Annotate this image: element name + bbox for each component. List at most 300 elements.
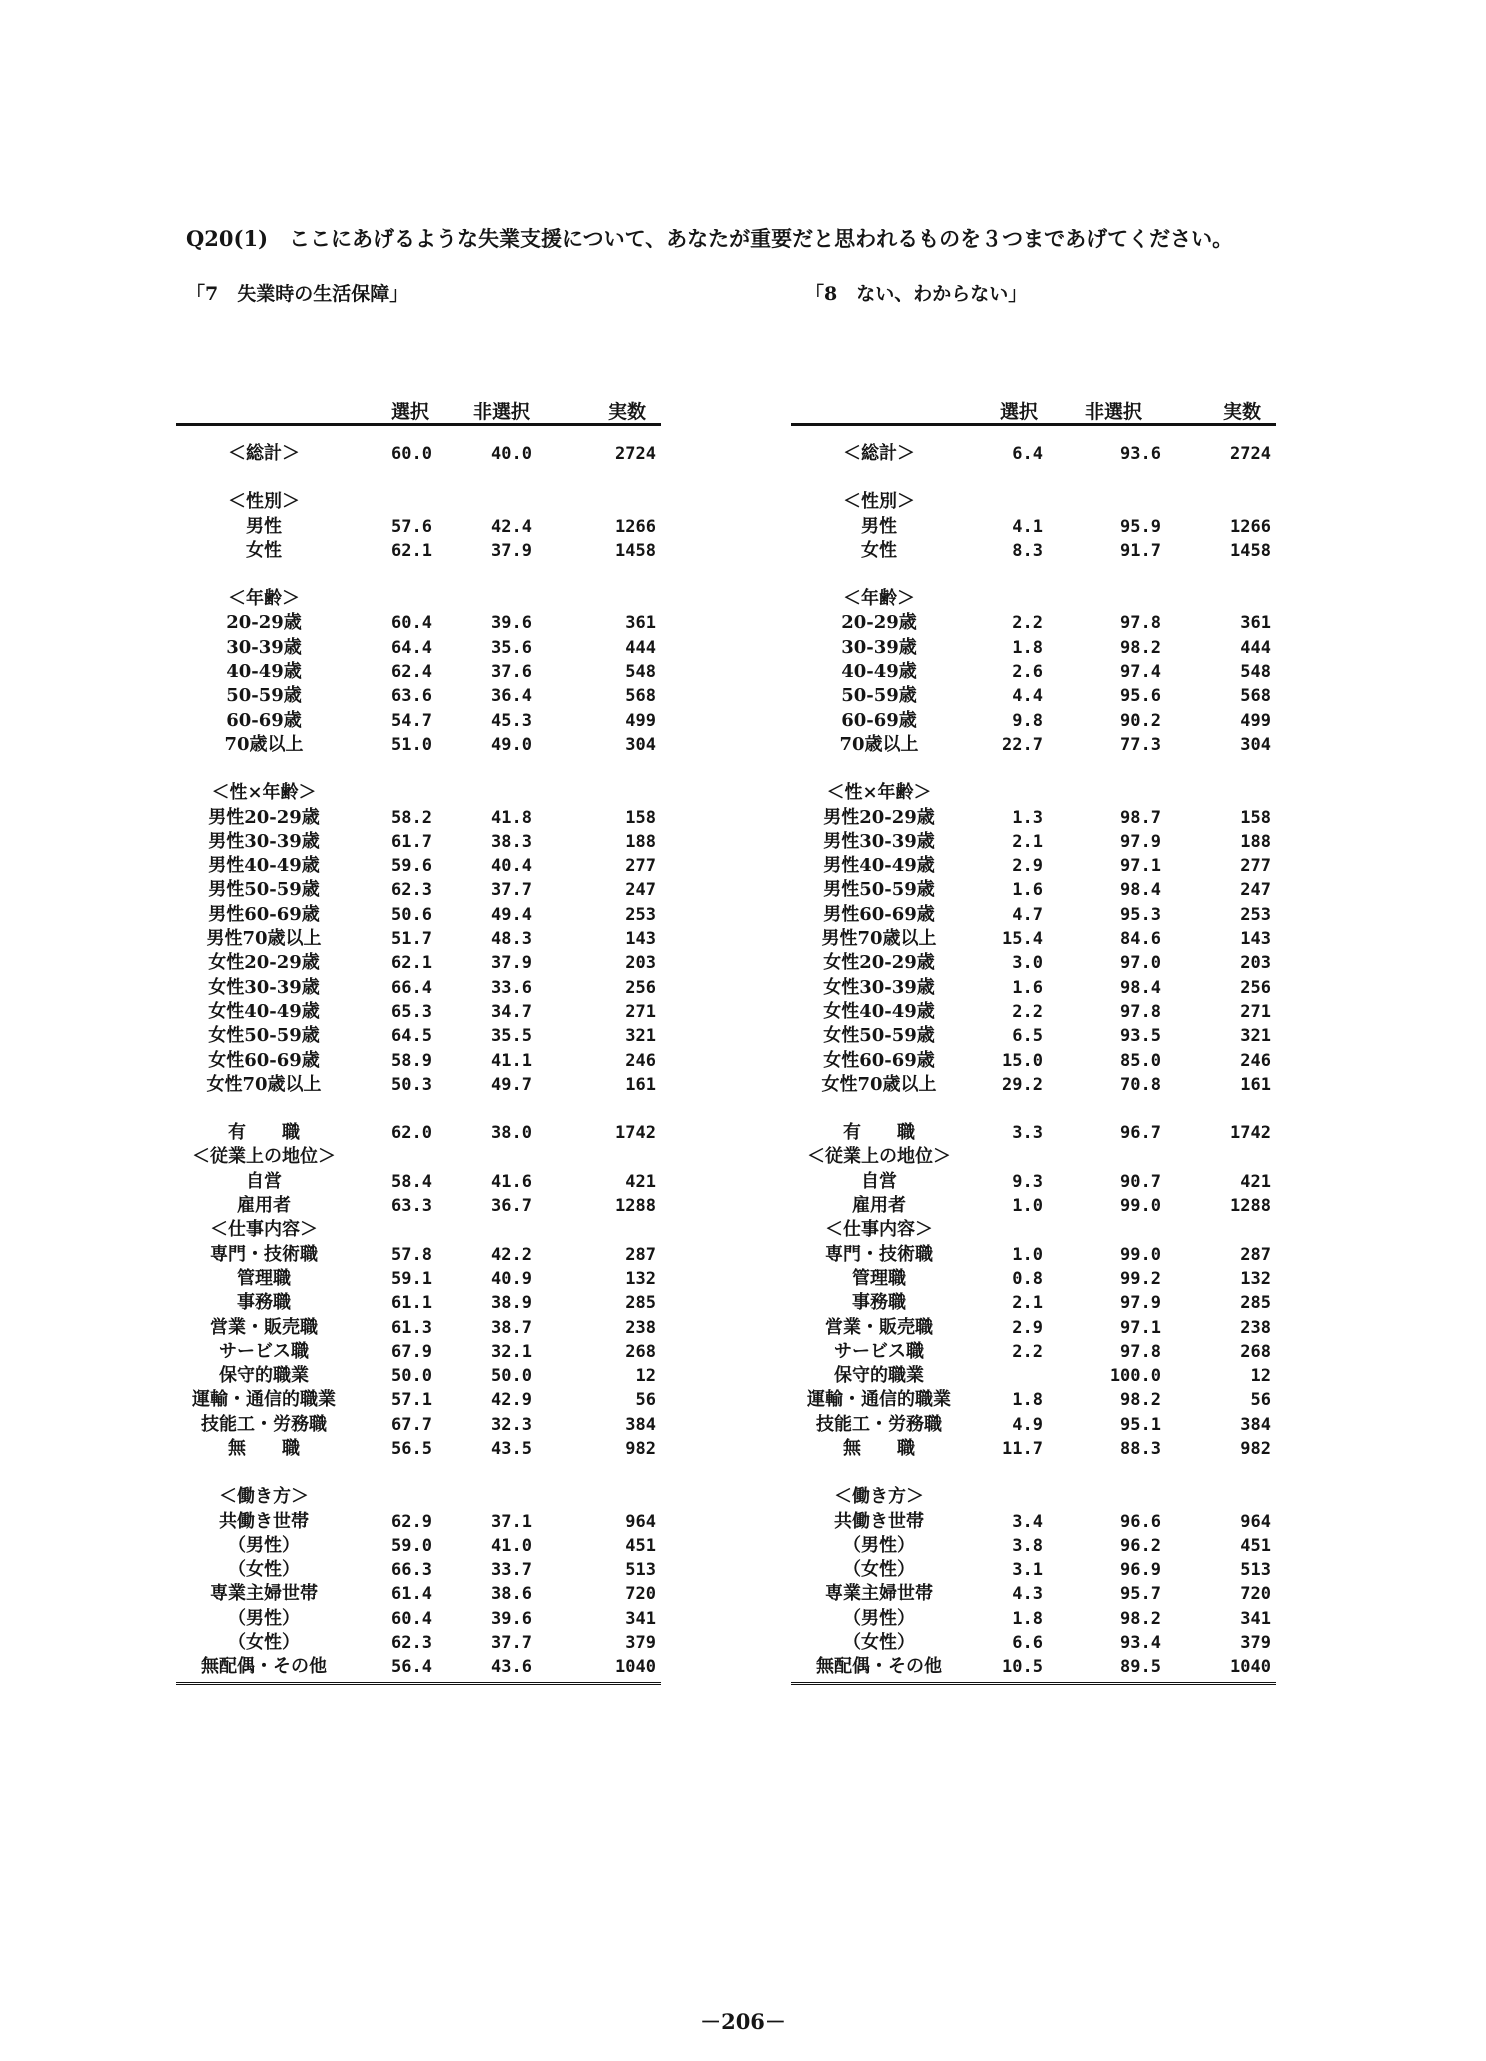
select-value: 4.1 xyxy=(1012,516,1043,537)
table-row xyxy=(791,587,1276,611)
count-value: 379 xyxy=(625,1633,656,1654)
row-label: 管理職 xyxy=(852,1267,906,1289)
count-value: 253 xyxy=(625,904,656,925)
row-label: 運輸・通信的職業 xyxy=(192,1389,336,1411)
count-value: 188 xyxy=(1240,831,1271,852)
left-table-bottom-rule xyxy=(176,1682,661,1685)
select-value: 6.6 xyxy=(1012,1633,1043,1654)
table-row xyxy=(176,709,661,733)
row-label: 女性20-29歳 xyxy=(823,952,935,974)
nonselect-value: 42.2 xyxy=(491,1244,532,1265)
row-label: 無 職 xyxy=(843,1437,915,1459)
count-value: 268 xyxy=(1240,1341,1271,1362)
nonselect-value: 95.1 xyxy=(1120,1414,1161,1435)
count-value: 444 xyxy=(1240,637,1271,658)
nonselect-value: 97.0 xyxy=(1120,953,1161,974)
select-value: 57.6 xyxy=(391,516,432,537)
nonselect-value: 38.3 xyxy=(491,831,532,852)
count-value: 203 xyxy=(1240,953,1271,974)
count-value: 188 xyxy=(625,831,656,852)
table-row xyxy=(791,951,1276,975)
count-value: 548 xyxy=(1240,662,1271,683)
table-row xyxy=(176,1364,661,1388)
nonselect-value: 95.6 xyxy=(1120,686,1161,707)
select-value: 61.7 xyxy=(391,831,432,852)
select-value: 66.3 xyxy=(391,1560,432,1581)
select-value: 50.0 xyxy=(391,1366,432,1387)
select-value: 64.4 xyxy=(391,637,432,658)
select-value: 59.6 xyxy=(391,856,432,877)
table-row xyxy=(176,1000,661,1024)
select-value: 2.1 xyxy=(1012,1293,1043,1314)
nonselect-value: 50.0 xyxy=(491,1366,532,1387)
nonselect-value: 97.8 xyxy=(1120,1341,1161,1362)
nonselect-value: 33.6 xyxy=(491,977,532,998)
row-label: 女性40-49歳 xyxy=(208,1000,320,1022)
count-value: 321 xyxy=(625,1026,656,1047)
count-value: 247 xyxy=(625,880,656,901)
row-label: 30-39歳 xyxy=(226,636,302,658)
nonselect-value: 91.7 xyxy=(1120,540,1161,561)
table-row xyxy=(176,515,661,539)
nonselect-value: 77.3 xyxy=(1120,734,1161,755)
table-row xyxy=(791,903,1276,927)
table-row xyxy=(176,1243,661,1267)
row-label: ＜仕事内容＞ xyxy=(210,1219,318,1241)
row-label: ＜年齢＞ xyxy=(843,588,915,610)
row-label: 専門・技術職 xyxy=(825,1243,933,1265)
table-row xyxy=(791,1607,1276,1631)
select-value: 1.8 xyxy=(1012,637,1043,658)
table-row xyxy=(791,878,1276,902)
row-label: 男性40-49歳 xyxy=(208,855,320,877)
table-row xyxy=(176,1073,661,1097)
table-row xyxy=(791,927,1276,951)
count-value: 1288 xyxy=(1230,1196,1271,1217)
count-value: 568 xyxy=(625,686,656,707)
count-value: 287 xyxy=(625,1244,656,1265)
select-value: 63.3 xyxy=(391,1196,432,1217)
row-label: 女性 xyxy=(246,539,282,561)
count-value: 1266 xyxy=(615,516,656,537)
table-row xyxy=(176,1194,661,1218)
row-label: サービス職 xyxy=(834,1340,924,1362)
row-label: 専門・技術職 xyxy=(210,1243,318,1265)
row-label: 雇用者 xyxy=(237,1195,291,1217)
nonselect-value: 39.6 xyxy=(491,1608,532,1629)
select-value: 57.8 xyxy=(391,1244,432,1265)
row-label: 共働き世帯 xyxy=(219,1510,309,1532)
count-value: 304 xyxy=(625,734,656,755)
table-row xyxy=(791,1655,1276,1679)
table-row xyxy=(791,515,1276,539)
nonselect-value: 100.0 xyxy=(1109,1366,1161,1387)
select-value: 62.3 xyxy=(391,1633,432,1654)
row-label: 40-49歳 xyxy=(841,661,917,683)
select-value: 22.7 xyxy=(1002,734,1043,755)
row-label: ＜性別＞ xyxy=(228,491,300,513)
count-value: 158 xyxy=(625,807,656,828)
nonselect-value: 37.9 xyxy=(491,953,532,974)
nonselect-value: 42.4 xyxy=(491,516,532,537)
nonselect-value: 49.0 xyxy=(491,734,532,755)
table-row xyxy=(176,1534,661,1558)
select-value: 1.8 xyxy=(1012,1390,1043,1411)
row-label: 保守的職業 xyxy=(834,1365,924,1387)
count-value: 361 xyxy=(625,613,656,634)
nonselect-value: 38.6 xyxy=(491,1584,532,1605)
select-value: 2.2 xyxy=(1012,1001,1043,1022)
table-row xyxy=(791,1485,1276,1509)
count-value: 246 xyxy=(625,1050,656,1071)
select-value: 54.7 xyxy=(391,710,432,731)
select-value: 67.7 xyxy=(391,1414,432,1435)
table-row xyxy=(791,1316,1276,1340)
select-value: 1.3 xyxy=(1012,807,1043,828)
table-row xyxy=(176,951,661,975)
row-label: ＜性別＞ xyxy=(843,491,915,513)
select-value: 60.4 xyxy=(391,1608,432,1629)
table-row xyxy=(791,854,1276,878)
table-row xyxy=(176,587,661,611)
table-row xyxy=(791,1534,1276,1558)
select-value: 51.7 xyxy=(391,929,432,950)
row-label: （女性） xyxy=(228,1559,300,1581)
row-label: 男性60-69歳 xyxy=(823,903,935,925)
row-label: （男性） xyxy=(843,1534,915,1556)
nonselect-value: 96.2 xyxy=(1120,1535,1161,1556)
nonselect-value: 97.9 xyxy=(1120,831,1161,852)
nonselect-value: 37.7 xyxy=(491,1633,532,1654)
count-value: 12 xyxy=(1250,1366,1271,1387)
nonselect-value: 98.4 xyxy=(1120,880,1161,901)
row-label: ＜年齢＞ xyxy=(228,588,300,610)
row-label: 女性 xyxy=(861,539,897,561)
table-row xyxy=(176,684,661,708)
table-row xyxy=(791,1121,1276,1145)
count-value: 982 xyxy=(1240,1438,1271,1459)
select-value: 62.1 xyxy=(391,540,432,561)
count-value: 384 xyxy=(625,1414,656,1435)
table-row xyxy=(791,1218,1276,1242)
header-count: 実数 xyxy=(608,401,647,423)
row-label: 20-29歳 xyxy=(841,612,917,634)
table-row xyxy=(791,1364,1276,1388)
select-value: 9.8 xyxy=(1012,710,1043,731)
count-value: 513 xyxy=(625,1560,656,1581)
row-label: ＜仕事内容＞ xyxy=(825,1219,933,1241)
select-value: 4.9 xyxy=(1012,1414,1043,1435)
header-nonselect: 非選択 xyxy=(473,401,531,423)
nonselect-value: 37.9 xyxy=(491,540,532,561)
row-label: （男性） xyxy=(228,1534,300,1556)
left-table-body xyxy=(176,426,661,1680)
nonselect-value: 37.1 xyxy=(491,1511,532,1532)
row-label: 60-69歳 xyxy=(841,709,917,731)
count-value: 321 xyxy=(1240,1026,1271,1047)
table-row xyxy=(791,1582,1276,1606)
nonselect-value: 43.5 xyxy=(491,1438,532,1459)
count-value: 1266 xyxy=(1230,516,1271,537)
table-row xyxy=(791,1000,1276,1024)
row-label: 運輸・通信的職業 xyxy=(807,1389,951,1411)
count-value: 277 xyxy=(1240,856,1271,877)
row-label: 技能工・労務職 xyxy=(816,1413,942,1435)
row-label: （男性） xyxy=(843,1607,915,1629)
count-value: 1458 xyxy=(615,540,656,561)
table-row xyxy=(176,1145,661,1169)
nonselect-value: 38.7 xyxy=(491,1317,532,1338)
row-label: ＜従業上の地位＞ xyxy=(807,1146,951,1168)
nonselect-value: 99.0 xyxy=(1120,1244,1161,1265)
table-row xyxy=(176,733,661,757)
select-value: 1.0 xyxy=(1012,1196,1043,1217)
row-label: サービス職 xyxy=(219,1340,309,1362)
nonselect-value: 97.1 xyxy=(1120,1317,1161,1338)
table-row xyxy=(176,1413,661,1437)
left-table xyxy=(176,395,661,1685)
nonselect-value: 99.2 xyxy=(1120,1268,1161,1289)
row-label: ＜働き方＞ xyxy=(834,1486,924,1508)
row-label: 女性50-59歳 xyxy=(823,1025,935,1047)
count-value: 361 xyxy=(1240,613,1271,634)
nonselect-value: 38.9 xyxy=(491,1293,532,1314)
select-value: 51.0 xyxy=(391,734,432,755)
table-row xyxy=(791,1194,1276,1218)
nonselect-value: 97.4 xyxy=(1120,662,1161,683)
select-value: 2.1 xyxy=(1012,831,1043,852)
table-row xyxy=(791,806,1276,830)
select-value: 57.1 xyxy=(391,1390,432,1411)
table-row xyxy=(176,1291,661,1315)
nonselect-value: 98.2 xyxy=(1120,1390,1161,1411)
select-value: 62.4 xyxy=(391,662,432,683)
select-value: 64.5 xyxy=(391,1026,432,1047)
count-value: 964 xyxy=(625,1511,656,1532)
count-value: 161 xyxy=(1240,1074,1271,1095)
nonselect-value: 95.3 xyxy=(1120,904,1161,925)
nonselect-value: 96.7 xyxy=(1120,1123,1161,1144)
select-value: 61.1 xyxy=(391,1293,432,1314)
count-value: 1742 xyxy=(615,1123,656,1144)
count-value: 451 xyxy=(1240,1535,1271,1556)
count-value: 2724 xyxy=(615,444,656,464)
select-value: 0.8 xyxy=(1012,1268,1043,1289)
nonselect-value: 41.8 xyxy=(491,807,532,828)
row-label: 営業・販売職 xyxy=(210,1316,318,1338)
nonselect-value: 34.7 xyxy=(491,1001,532,1022)
row-label: 男性50-59歳 xyxy=(823,879,935,901)
table-row xyxy=(176,490,661,514)
nonselect-value: 41.6 xyxy=(491,1171,532,1192)
select-value: 59.0 xyxy=(391,1535,432,1556)
select-value: 62.9 xyxy=(391,1511,432,1532)
select-value: 6.5 xyxy=(1012,1026,1043,1047)
count-value: 253 xyxy=(1240,904,1271,925)
select-value: 2.6 xyxy=(1012,662,1043,683)
table-row xyxy=(176,1437,661,1461)
nonselect-value: 98.2 xyxy=(1120,637,1161,658)
select-value: 1.6 xyxy=(1012,977,1043,998)
select-value: 3.4 xyxy=(1012,1511,1043,1532)
right-table xyxy=(791,395,1276,1685)
row-label: 50-59歳 xyxy=(226,685,302,707)
count-value: 451 xyxy=(625,1535,656,1556)
nonselect-value: 49.7 xyxy=(491,1074,532,1095)
row-label: 40-49歳 xyxy=(226,661,302,683)
count-value: 287 xyxy=(1240,1244,1271,1265)
select-value: 4.7 xyxy=(1012,904,1043,925)
row-label: 男性20-29歳 xyxy=(208,806,320,828)
select-value: 59.1 xyxy=(391,1268,432,1289)
nonselect-value: 95.9 xyxy=(1120,516,1161,537)
nonselect-value: 32.1 xyxy=(491,1341,532,1362)
table-row xyxy=(791,490,1276,514)
count-value: 1742 xyxy=(1230,1123,1271,1144)
table-row xyxy=(791,830,1276,854)
table-row xyxy=(176,1558,661,1582)
count-value: 246 xyxy=(1240,1050,1271,1071)
table-row xyxy=(176,636,661,660)
table-row xyxy=(791,539,1276,563)
left-table-subtitle: 「7 失業時の生活保障」 xyxy=(186,283,409,305)
row-label: 男性 xyxy=(861,515,897,537)
row-label: 自営 xyxy=(861,1170,897,1192)
row-label: 男性 xyxy=(246,515,282,537)
select-value: 61.4 xyxy=(391,1584,432,1605)
row-label: 男性50-59歳 xyxy=(208,879,320,901)
nonselect-value: 97.8 xyxy=(1120,613,1161,634)
row-label: 事務職 xyxy=(852,1292,906,1314)
select-value: 58.2 xyxy=(391,807,432,828)
row-label: ＜性×年齢＞ xyxy=(826,782,932,804)
row-label: 男性30-39歳 xyxy=(823,830,935,852)
row-label: 無配偶・その他 xyxy=(201,1656,327,1678)
count-value: 285 xyxy=(1240,1293,1271,1314)
nonselect-value: 43.6 xyxy=(491,1657,532,1678)
nonselect-value: 41.0 xyxy=(491,1535,532,1556)
nonselect-value: 96.9 xyxy=(1120,1560,1161,1581)
select-value: 60.4 xyxy=(391,613,432,634)
select-value: 67.9 xyxy=(391,1341,432,1362)
table-row xyxy=(791,709,1276,733)
select-value: 6.4 xyxy=(1012,444,1043,464)
select-value: 65.3 xyxy=(391,1001,432,1022)
row-label: 男性30-39歳 xyxy=(208,830,320,852)
row-label: ＜総計＞ xyxy=(228,443,300,464)
table-row xyxy=(791,1024,1276,1048)
count-value: 277 xyxy=(625,856,656,877)
row-label: 管理職 xyxy=(237,1267,291,1289)
nonselect-value: 49.4 xyxy=(491,904,532,925)
table-row xyxy=(791,1145,1276,1169)
table-row xyxy=(176,539,661,563)
count-value: 256 xyxy=(625,977,656,998)
page-number: －206－ xyxy=(700,2009,786,2034)
nonselect-value: 98.2 xyxy=(1120,1608,1161,1629)
nonselect-value: 37.7 xyxy=(491,880,532,901)
table-row xyxy=(791,1340,1276,1364)
table-row xyxy=(791,1049,1276,1073)
select-value: 15.4 xyxy=(1002,929,1043,950)
row-label: 20-29歳 xyxy=(226,612,302,634)
row-label: 30-39歳 xyxy=(841,636,917,658)
count-value: 499 xyxy=(625,710,656,731)
select-value: 56.4 xyxy=(391,1657,432,1678)
row-label: 女性60-69歳 xyxy=(823,1049,935,1071)
table-row xyxy=(176,878,661,902)
count-value: 421 xyxy=(625,1171,656,1192)
table-row xyxy=(791,976,1276,1000)
nonselect-value: 89.5 xyxy=(1120,1657,1161,1678)
table-row xyxy=(791,1388,1276,1412)
count-value: 285 xyxy=(625,1293,656,1314)
table-row xyxy=(791,1170,1276,1194)
table-row xyxy=(176,1485,661,1509)
right-table-body xyxy=(791,426,1276,1680)
select-value: 62.0 xyxy=(391,1123,432,1144)
row-label: 共働き世帯 xyxy=(834,1510,924,1532)
row-label: 技能工・労務職 xyxy=(201,1413,327,1435)
nonselect-value: 97.9 xyxy=(1120,1293,1161,1314)
table-row xyxy=(176,1267,661,1291)
count-value: 384 xyxy=(1240,1414,1271,1435)
select-value: 63.6 xyxy=(391,686,432,707)
count-value: 421 xyxy=(1240,1171,1271,1192)
select-value: 2.2 xyxy=(1012,613,1043,634)
count-value: 2724 xyxy=(1230,444,1271,464)
table-row xyxy=(791,1437,1276,1461)
select-value: 2.9 xyxy=(1012,856,1043,877)
select-value: 4.3 xyxy=(1012,1584,1043,1605)
row-label: 男性70歳以上 xyxy=(821,928,937,950)
row-label: 男性20-29歳 xyxy=(823,806,935,828)
table-row xyxy=(791,781,1276,805)
count-value: 513 xyxy=(1240,1560,1271,1581)
table-row xyxy=(791,1291,1276,1315)
nonselect-value: 84.6 xyxy=(1120,929,1161,950)
table-row xyxy=(176,1121,661,1145)
row-label: 保守的職業 xyxy=(219,1365,309,1387)
count-value: 256 xyxy=(1240,977,1271,998)
row-label: （女性） xyxy=(843,1632,915,1654)
nonselect-value: 40.9 xyxy=(491,1268,532,1289)
select-value: 29.2 xyxy=(1002,1074,1043,1095)
table-row xyxy=(176,1631,661,1655)
row-label: 女性60-69歳 xyxy=(208,1049,320,1071)
select-value: 10.5 xyxy=(1002,1657,1043,1678)
right-table-bottom-rule xyxy=(791,1682,1276,1685)
table-row xyxy=(176,1024,661,1048)
row-label: 60-69歳 xyxy=(226,709,302,731)
select-value: 66.4 xyxy=(391,977,432,998)
count-value: 268 xyxy=(625,1341,656,1362)
table-row xyxy=(176,1340,661,1364)
row-label: ＜従業上の地位＞ xyxy=(192,1146,336,1168)
row-label: 50-59歳 xyxy=(841,685,917,707)
table-row xyxy=(176,660,661,684)
nonselect-value: 38.0 xyxy=(491,1123,532,1144)
count-value: 304 xyxy=(1240,734,1271,755)
row-label: （女性） xyxy=(228,1632,300,1654)
select-value: 9.3 xyxy=(1012,1171,1043,1192)
nonselect-value: 45.3 xyxy=(491,710,532,731)
count-value: 143 xyxy=(625,929,656,950)
nonselect-value: 39.6 xyxy=(491,613,532,634)
row-label: 女性20-29歳 xyxy=(208,952,320,974)
table-row xyxy=(176,1388,661,1412)
row-label: 70歳以上 xyxy=(839,733,919,755)
